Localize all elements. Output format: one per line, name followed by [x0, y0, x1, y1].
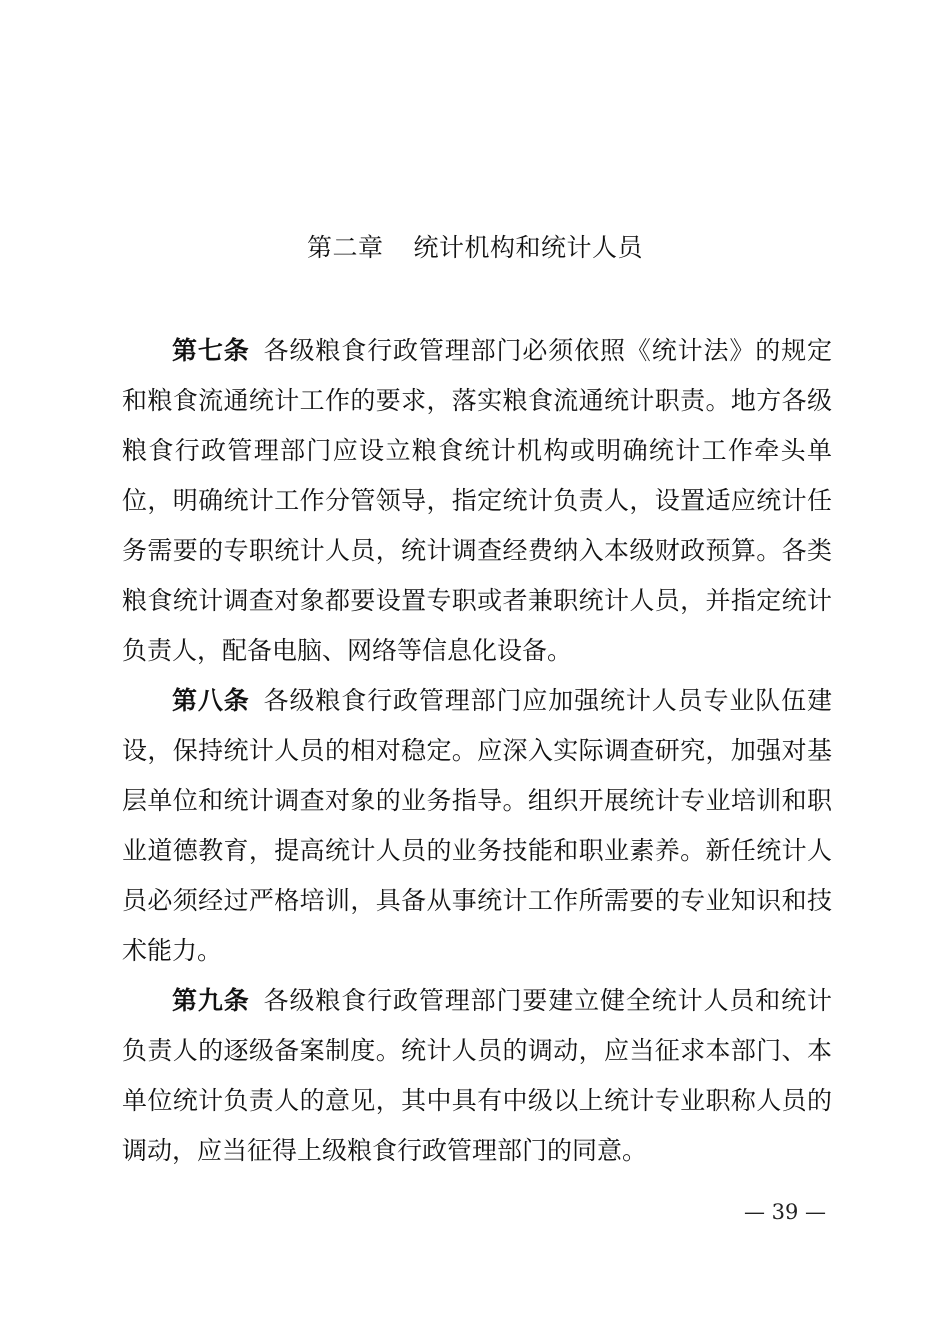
article-text: 各级粮食行政管理部门必须依照《统计法》的规定和粮食流通统计工作的要求，落实粮食流通统计职责。地方各级粮食行政管理部门应设立粮食统计机构或明确统计工作牵头单位，明确统计工作分管领导，指定统计负责人，设置适应统计任务需要的专职统计人员，统计调查经费纳入本级财政预算。各类粮食统计调查对象都要设置专职或者兼职统计人员，并指定统计负责人，配备电脑、网络等信息化设备。	[122, 336, 832, 665]
article-7	[122, 326, 832, 676]
article-body	[122, 326, 832, 1176]
article-label: 第八条	[172, 686, 250, 715]
article-text: 各级粮食行政管理部门应加强统计人员专业队伍建设，保持统计人员的相对稳定。应深入实际调查研究，加强对基层单位和统计调查对象的业务指导。组织开展统计专业培训和职业道德教育，提高统计人员的业务技能和职业素养。新任统计人员必须经过严格培训，具备从事统计工作所需要的专业知识和技术能力。	[122, 686, 832, 965]
article-9	[122, 976, 832, 1176]
article-text: 各级粮食行政管理部门要建立健全统计人员和统计负责人的逐级备案制度。统计人员的调动，应当征求本部门、本单位统计负责人的意见，其中具有中级以上统计专业职称人员的调动，应当征得上级粮食行政管理部门的同意。	[122, 986, 832, 1165]
page-number: — 39 —	[743, 1200, 827, 1224]
article-label: 第九条	[172, 986, 250, 1015]
article-8	[122, 676, 832, 976]
article-label: 第七条	[172, 336, 250, 365]
chapter-title-text: 统计机构和统计人员	[413, 233, 644, 262]
chapter-number: 第二章	[306, 233, 384, 262]
chapter-heading	[0, 226, 950, 270]
